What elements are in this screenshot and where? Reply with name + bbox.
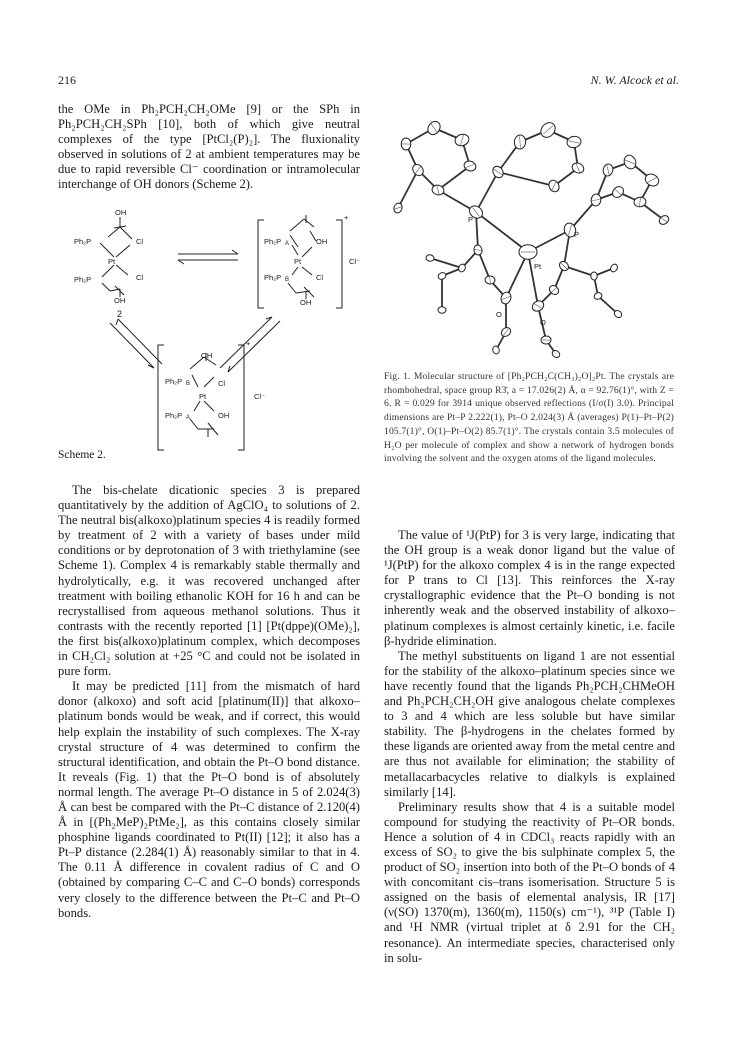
compound-number: 2 xyxy=(117,309,123,319)
atom-label-p: P xyxy=(468,215,474,224)
scheme-2-diagram xyxy=(58,205,360,460)
oh-label: OH xyxy=(115,208,127,217)
pt-label: Pt xyxy=(199,392,207,401)
ph2p-label: Ph₂P xyxy=(165,411,183,420)
atom-ellipsoid xyxy=(492,345,501,355)
figure-1-molecular-structure xyxy=(378,100,676,365)
subscript-label: A xyxy=(285,241,290,247)
bond xyxy=(438,166,470,190)
pt-label: Pt xyxy=(108,257,116,266)
atom-ellipsoid xyxy=(438,307,446,314)
bond xyxy=(476,172,498,212)
cl-label: Cl xyxy=(136,237,144,246)
subscript-label: A xyxy=(186,415,191,421)
charge-label: + xyxy=(246,339,251,348)
atom-ellipsoid xyxy=(551,349,561,359)
charge-label: + xyxy=(344,213,349,222)
paragraph: Preliminary results show that 4 is a suitable model compound for studying the reactivity of Pt–OR bonds. Hence a solution of 4 in CDCl₃ reacts rapidly with an excess of SO₂ to give the bis sulphinate complex 5, the product of SO₂ insertion into both of the Pt–O bonds of 4 with concomitant cis–trans isomerisation. Structure 5 is assigned on the basis of elemental analysis, IR [17] (ν(SO) 1370(m), 1360(m), 1150(s) cm⁻¹), ³¹P (Table I) and ¹H NMR (virtual triplet at δ 2.91 for the CH₂ resonance). An intermediate species, characterised only in solu- xyxy=(384,799,675,965)
atom-ellipsoid xyxy=(454,133,471,148)
bond xyxy=(430,258,462,268)
scheme-bonds xyxy=(58,205,360,460)
atom-ellipsoid xyxy=(500,326,513,339)
ph2p-label: Ph₂P xyxy=(264,273,282,282)
ortep-drawing xyxy=(378,100,676,365)
atom-label-p: P xyxy=(574,230,580,239)
ph2p-label: Ph₂P xyxy=(74,237,92,246)
bond xyxy=(528,252,538,306)
ph2p-label: Ph₂P xyxy=(74,275,92,284)
atom-ellipsoid xyxy=(547,178,561,193)
counter-ion-label: Cl⁻ xyxy=(254,392,266,401)
ph2p-label: Ph₂P xyxy=(165,377,183,386)
atom-ellipsoid xyxy=(538,120,558,140)
counter-ion-label: Cl⁻ xyxy=(349,257,361,266)
paragraph: The value of ¹J(PtP) for 3 is very large, indicating that the OH group is a weak donor ligand but the value of ¹J(PtP) for the alkoxo complex 4 is in the range expected for P trans to Cl [13]. This reinforces the X-ray crystallographic evidence that the Pt–O bonding is not inherently weak and the observed instability of alkoxo–platinum complexes is almost certainly kinetic, i.e. facile β-hydride elimination. xyxy=(384,528,675,648)
cl-label: Cl xyxy=(136,273,144,282)
atom-label-o: O xyxy=(496,310,502,319)
scheme-caption: Scheme 2. xyxy=(58,449,106,461)
oh-label: OH xyxy=(201,351,213,360)
atom-label-o: O xyxy=(540,318,546,327)
cl-label: Cl xyxy=(316,273,324,282)
paragraph: The methyl substituents on ligand 1 are not essential for the stability of the alkoxo–platinum species since we have recently found that the ligands Ph₂PCH₂CHMeOH and Ph₂PCH₂CH₂OH give analogous chelate complexes to 3 and 4 which are less soluble but have similar stability. The β-hydrogens in the chelates formed by these ligands are oriented away from the metal centre and are thus not available for elimination; the stability of metallacarbacycles relative to dialkyls is explained similarly [14]. xyxy=(384,648,675,799)
atom-ellipsoid xyxy=(426,254,435,262)
atom-ellipsoid xyxy=(485,276,496,285)
left-column-top xyxy=(58,102,360,193)
running-head-authors: N. W. Alcock et al. xyxy=(590,73,679,87)
subscript-label: B xyxy=(285,277,290,283)
paragraph: The bis-chelate dicationic species 3 is prepared quantitatively by the addition of AgClO₄ to solutions of 2. The neutral bis(alkoxo)platinum species 4 is readily formed by treatment of 2 with a variety of bases under mild conditions or by deprotonation of 3 with triethylamine (see Scheme 1). Complex 4 is remarkably stable thermally and hydrolytically, e.g. it was recovered unchanged after treatment with boiling ethanolic KOH for 16 h and can be recrystallised from aqueous methanol solutions. Thus it contrasts with the recently reported [1] [Pt(dppe)(OMe)₂], the first bis(alkoxo)platinum complex, which decomposes in CH₂Cl₂ solution at +25 °C and could not be isolated in pure form. xyxy=(58,483,360,679)
atom-ellipsoid xyxy=(610,184,625,199)
subscript-label: B xyxy=(186,381,191,387)
ph2p-label: Ph₂P xyxy=(264,237,282,246)
atom-ellipsoid xyxy=(566,135,582,149)
atom-ellipsoid xyxy=(401,138,411,150)
paragraph: It may be predicted [11] from the mismatch of hard donor (alkoxo) and soft acid [platinum(II)] that alkoxo–platinum bonds would be weak, and if correct, this would help explain the instability of such complexes. The X-ray crystal structure of 4 was determined to confirm the structural identification, and obtain the Pt–O bond distance. It reveals (Fig. 1) that the Pt–O bond is of absolutely normal length. The average Pt–O distance in 5 of 2.024(3) Å can best be compared with the Pt–C distance of 2.120(4) Å in [(Ph₂MeP)₂PtMe₂], as this contains closely similar phosphine ligands coordinated to Pt(II) [12]; it also has a Pt–P distance (2.284(1) Å) reasonably similar to that in 4. The 0.11 Å difference in covalent radius of C and O (obtained by comparing C–C and C–O bonds) corresponds very closely to the difference between the Pt–C and Pt–O bonds. xyxy=(58,679,360,920)
left-column-body xyxy=(58,483,360,921)
bond xyxy=(498,172,554,186)
pt-label: Pt xyxy=(294,257,302,266)
atom-ellipsoid xyxy=(590,272,597,281)
bond xyxy=(476,212,528,252)
page-number: 216 xyxy=(58,73,76,87)
atom-ellipsoid xyxy=(609,263,619,273)
atom-ellipsoid xyxy=(558,260,571,273)
atom-label-pt: Pt xyxy=(534,262,542,271)
atom-ellipsoid xyxy=(425,119,442,137)
atom-ellipsoid xyxy=(519,245,537,259)
oh-label: OH xyxy=(300,298,312,307)
atom-ellipsoid xyxy=(622,153,638,170)
atom-ellipsoid xyxy=(491,164,506,179)
figure-1-caption: Fig. 1. Molecular structure of [Ph₂PCH₂C(CH₃)₂O]₂Pt. The crystals are rhombohedral, space group R3̄, a = 17.026(2) Å, α = 92.76(1)°, with Z = 6. R = 0.029 for 3914 unique observed reflections (I/σ(I) 3.0). Principal dimensions are Pt–P 2.222(1), Pt–O 2.024(3) Å (averages) P(1)–Pt–P(2) 105.7(1)°, O(1)–Pt–O(2) 85.7(1)°. The crystals contain 3.5 molecules of H₂O per molecule of complex and show a network of hydrogen bonds involving the solvent and the oxygen atoms of the ligand molecules. xyxy=(384,371,674,465)
oh-label: OH xyxy=(316,237,328,246)
paragraph: the OMe in Ph₂PCH₂CH₂OMe [9] or the SPh in Ph₂PCH₂CH₂SPh [10], both of which give neutral complexes of the type [PtCl₂(P)₂]. The fluxionality observed in solutions of 2 at ambient temperatures may be due to rapid reversible Cl⁻ coordination or intramolecular interchange of OH donors (Scheme 2). xyxy=(58,102,360,192)
atom-ellipsoid xyxy=(437,271,447,280)
right-column-body xyxy=(384,528,675,966)
atom-ellipsoid xyxy=(602,163,614,177)
oh-label: OH xyxy=(114,296,126,305)
atom-ellipsoid xyxy=(514,135,526,150)
cl-label: Cl xyxy=(218,379,226,388)
atom-ellipsoid xyxy=(541,336,551,344)
oh-label: OH xyxy=(218,411,230,420)
bond xyxy=(398,170,418,208)
atom-ellipsoid xyxy=(393,202,404,214)
